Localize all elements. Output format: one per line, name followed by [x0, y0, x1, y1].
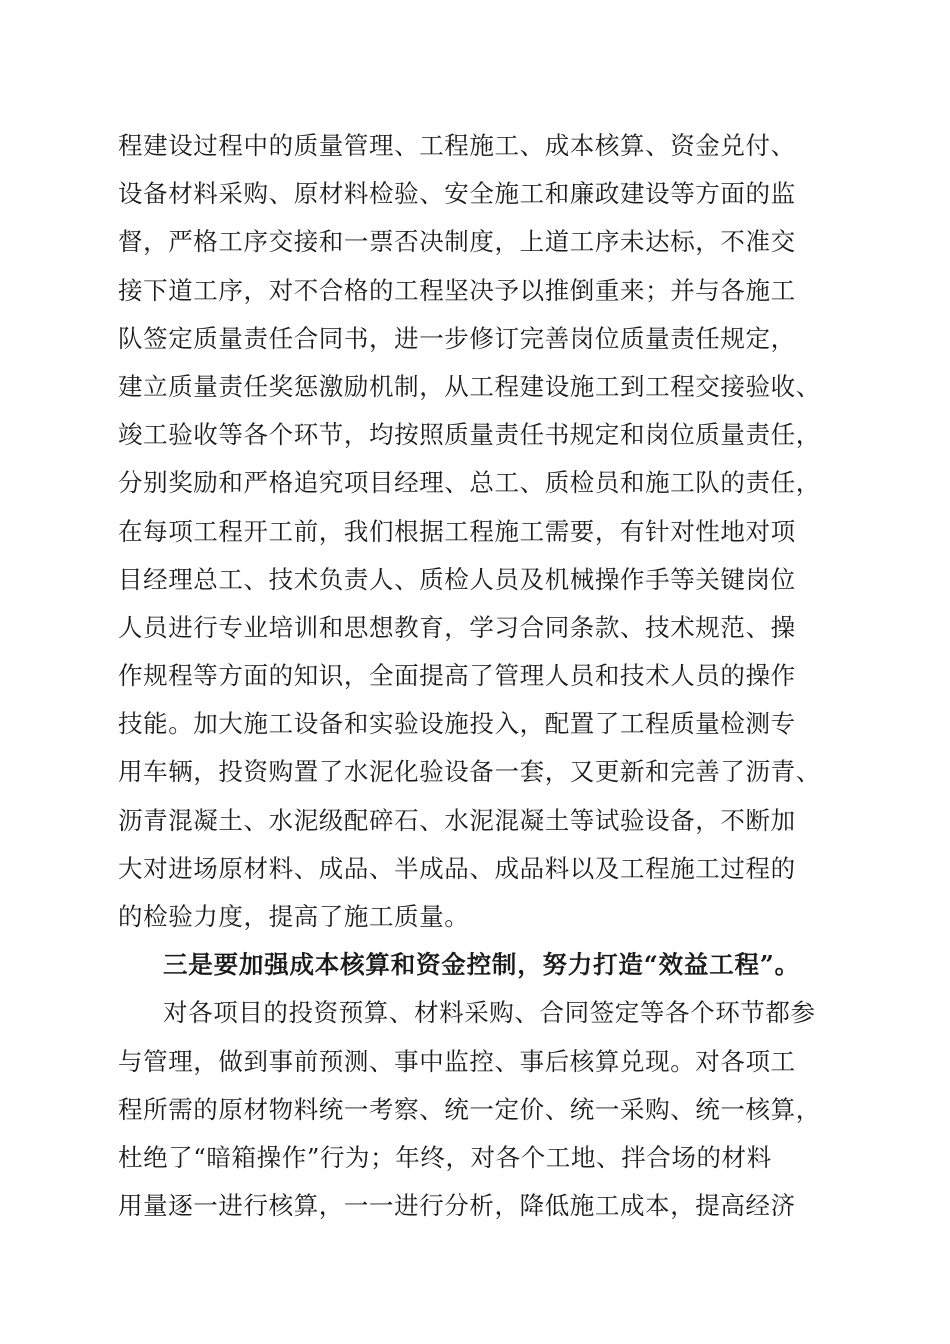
text-line: 用量逐一进行核算，一一进行分析，降低施工成本，提高经济: [118, 1191, 796, 1221]
section-heading: 三是要加强成本核算和资金控制，努力打造“效益工程”。: [163, 950, 800, 980]
text-line: 队签定质量责任合同书，进一步修订完善岗位质量责任规定，: [118, 323, 796, 353]
text-line: 程建设过程中的质量管理、工程施工、成本核算、资金兑付、: [118, 131, 796, 160]
text-line: 分别奖励和严格追究项目经理、总工、质检员和施工队的责任，: [118, 468, 821, 498]
text-line: 杜绝了“暗箱操作”行为；年终，对各个工地、拌合场的材料: [118, 1142, 772, 1172]
text-line: 的检验力度，提高了施工质量。: [118, 902, 470, 931]
text-line: 程所需的原材物料统一考察、统一定价、统一采购、统一核算，: [118, 1094, 821, 1124]
text-line: 技能。加大施工设备和实验设施投入，配置了工程质量检测专: [118, 709, 796, 739]
text-line: 目经理总工、技术负责人、质检人员及机械操作手等关键岗位: [118, 564, 796, 594]
text-line: 作规程等方面的知识，全面提高了管理人员和技术人员的操作: [118, 661, 796, 691]
text-line: 在每项工程开工前，我们根据工程施工需要，有针对性地对项: [118, 516, 796, 546]
text-line: 设备材料采购、原材料检验、安全施工和廉政建设等方面的监: [118, 179, 796, 209]
document-body: [118, 122, 838, 1230]
text-line: 人员进行专业培训和思想教育，学习合同条款、技术规范、操: [118, 612, 796, 642]
text-line: 与管理，做到事前预测、事中监控、事后核算兑现。对各项工: [118, 1046, 796, 1076]
text-line: 竣工验收等各个环节，均按照质量责任书规定和岗位质量责任，: [118, 420, 821, 450]
text-line: 沥青混凝土、水泥级配碎石、水泥混凝土等试验设备，不断加: [118, 805, 796, 835]
text-line: 督，严格工序交接和一票否决制度，上道工序未达标，不准交: [118, 227, 796, 257]
text-line: 用车辆，投资购置了水泥化验设备一套，又更新和完善了沥青、: [118, 757, 821, 787]
text-line: 大对进场原材料、成品、半成品、成品料以及工程施工过程的: [118, 853, 796, 883]
text-line: 建立质量责任奖惩激励机制，从工程建设施工到工程交接验收、: [118, 371, 821, 401]
text-line: 对各项目的投资预算、材料采购、合同签定等各个环节都参: [163, 998, 816, 1028]
text-line: 接下道工序，对不合格的工程坚决予以推倒重来；并与各施工: [118, 275, 796, 305]
